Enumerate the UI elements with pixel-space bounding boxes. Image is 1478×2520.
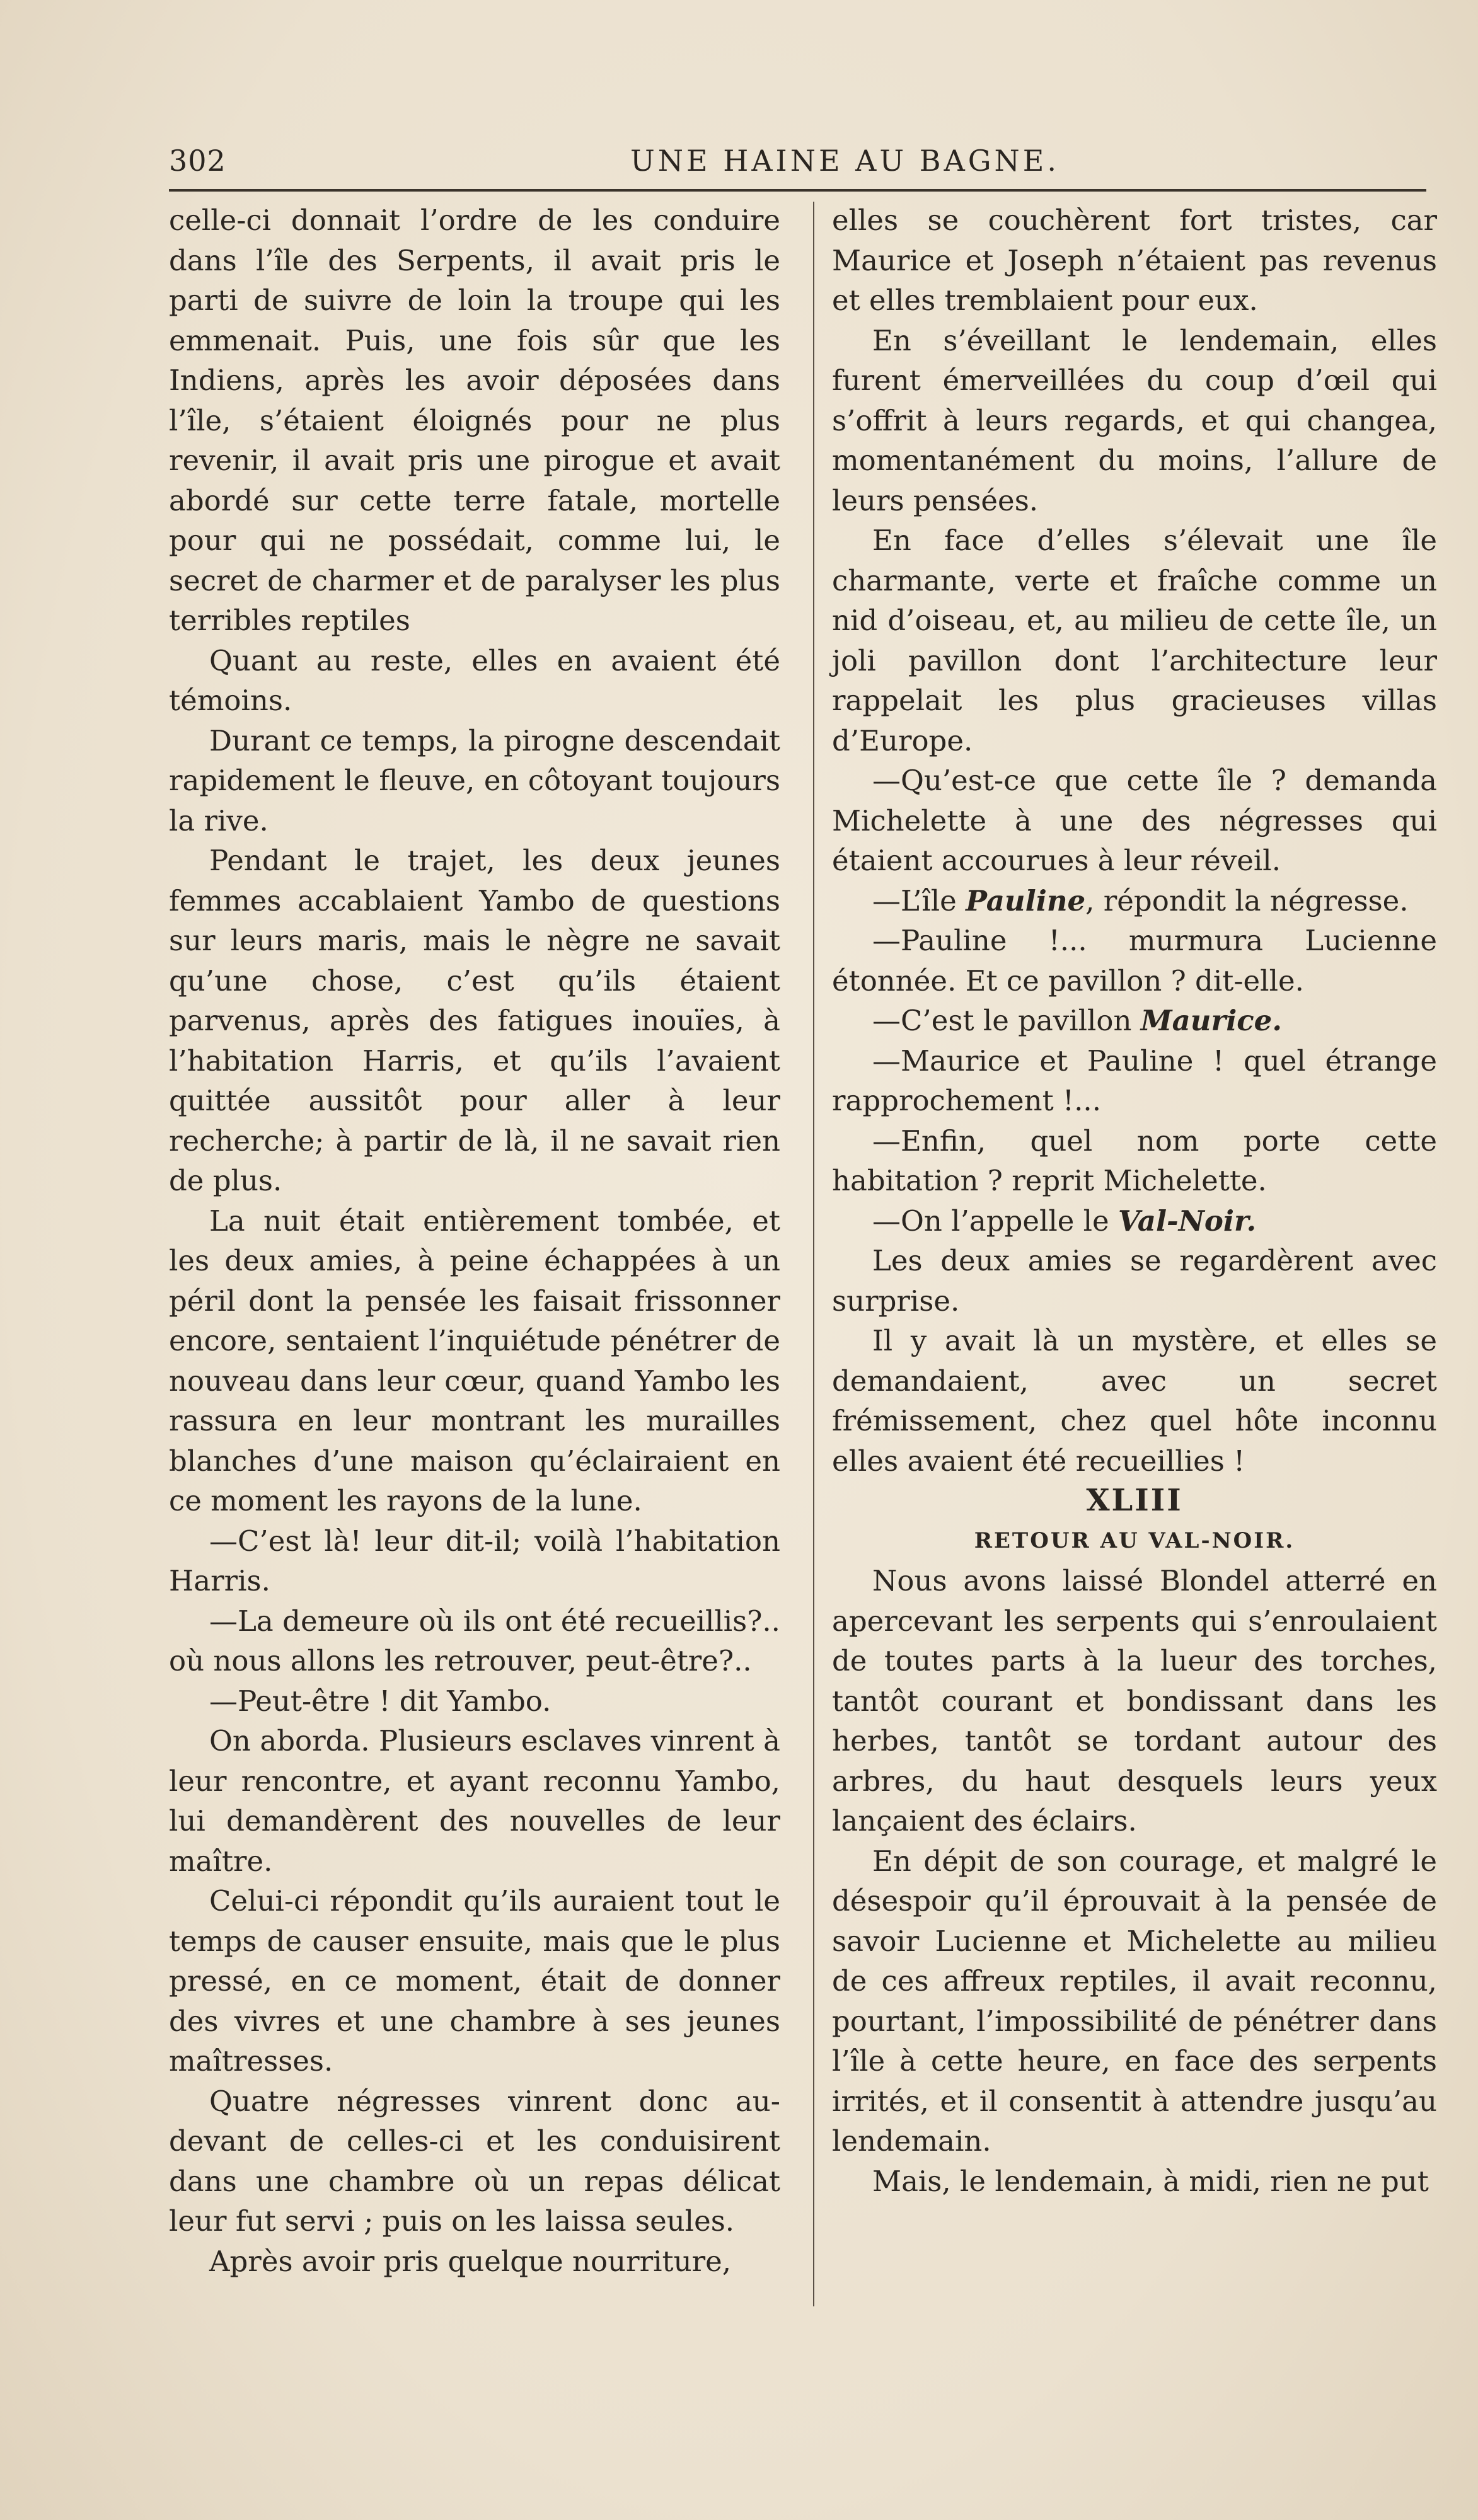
- chapter-number: XLIII: [1086, 1483, 1183, 1518]
- dialogue-line: —Maurice et Pauline ! quel étrange rapprochement !...: [832, 1044, 1437, 1117]
- paragraph: Durant ce temps, la pirogne descendait rapidement le fleuve, en côtoyant toujours la rive.: [169, 723, 780, 837]
- dialogue-line: [832, 1201, 1437, 1241]
- dialogue-line: —Pauline !... murmura Lucienne étonnée. Et ce pavillon ? dit-elle.: [832, 924, 1437, 998]
- dialogue-line: [832, 1001, 1437, 1041]
- dialogue-line: —Enfin, quel nom porte cette habitation ? reprit Michelette.: [832, 1124, 1437, 1197]
- paragraph: Quant au reste, elles en avaient été témoins.: [169, 643, 780, 717]
- paragraph: elles se couchèrent fort tristes, car Maurice et Joseph n’étaient pas revenus et elles tremblaient pour eux.: [832, 204, 1437, 317]
- running-title: UNE HAINE AU BAGNE.: [630, 144, 1060, 178]
- italic-name: Pauline: [966, 883, 1086, 918]
- dialogue-line: —Qu’est-ce que cette île ? demanda Michelette à une des négresses qui étaient accourues à leur réveil.: [832, 764, 1437, 877]
- paragraph: En dépit de son courage, et malgré le désespoir qu’il éprouvait à la pensée de savoir Lucienne et Michelette au milieu de ces affreux reptiles, il avait reconnu, pourtant, l’impossibilité de pénétrer dans l’île à cette heure, en face des serpents irrités, et il consentit à attendre jusqu’au lendemain.: [832, 1844, 1437, 2158]
- header-rule: [169, 189, 1426, 192]
- paragraph: En s’éveillant le lendemain, elles furent émerveillées du coup d’œil qui s’offrit à leurs regards, et qui changea, momentanément du moins, l’allure de leurs pensées.: [832, 323, 1437, 517]
- italic-name: Maurice.: [1140, 1004, 1282, 1037]
- dialogue-text: —On l’appelle le: [872, 1204, 1118, 1238]
- paragraph: En face d’elles s’élevait une île charmante, verte et fraîche comme un nid d’oiseau, et, au milieu de cette île, un joli pavillon dont l’architecture leur rappelait les plus gracieuses villas d’Europe.: [832, 524, 1437, 757]
- paragraph: —La demeure où ils ont été recueillis?.. où nous allons les retrouver, peut-être?..: [169, 1604, 780, 1677]
- dialogue-text: —L’île: [872, 883, 966, 918]
- dialogue-line: [832, 881, 1437, 921]
- paragraph: La nuit était entièrement tombée, et les deux amies, à peine échappées à un péril dont la pensée les faisait frissonner encore, sentaient l’inquiétude pénétrer de nouveau dans leur cœur, quand Yambo les rassura en leur montrant les murailles blanches d’une maison qu’éclairaient en ce moment les rayons de la lune.: [169, 1204, 780, 1517]
- paragraph: Celui-ci répondit qu’ils auraient tout le temps de causer ensuite, mais que le plus pressé, en ce moment, était de donner des vivres et une chambre à ses jeunes maîtresses.: [169, 1884, 780, 2078]
- right-column: [832, 200, 1437, 2305]
- paragraph: Mais, le lendemain, à midi, rien ne put: [872, 2164, 1429, 2198]
- paragraph: Les deux amies se regardèrent avec surprise.: [832, 1244, 1437, 1318]
- column-divider: [813, 202, 814, 2306]
- paragraph: Il y avait là un mystère, et elles se demandaient, avec un secret frémissement, chez quel hôte inconnu elles avaient été recueillies !: [832, 1324, 1437, 1478]
- paragraph: On aborda. Plusieurs esclaves vinrent à leur rencontre, et ayant reconnu Yambo, lui demandèrent des nouvelles de leur maître.: [169, 1724, 780, 1878]
- paragraph: Nous avons laissé Blondel atterré en apercevant les serpents qui s’enroulaient de toutes parts à la lueur des torches, tantôt courant et bondissant dans les herbes, tantôt se tordant autour des arbres, du haut desquels leurs yeux lançaient des éclairs.: [832, 1564, 1437, 1838]
- dialogue-text: , répondit la négresse.: [1085, 883, 1409, 918]
- paragraph: Pendant le trajet, les deux jeunes femmes accablaient Yambo de questions sur leurs maris, mais le nègre ne savait qu’une chose, c’est qu’ils étaient parvenus, après des fatigues inouïes, à l’habitation Harris, et qu’ils l’avaient quittée aussitôt pour aller à leur recherche; à partir de là, il ne savait rien de plus.: [169, 844, 780, 1197]
- paragraph: —C’est là! leur dit-il; voilà l’habitation Harris.: [169, 1524, 780, 1597]
- paragraph: Quatre négresses vinrent donc au-devant de celles-ci et les conduisirent dans une chambre où un repas délicat leur fut servi ; puis on les laissa seules.: [169, 2084, 780, 2238]
- chapter-title: RETOUR AU VAL-NOIR.: [974, 1528, 1295, 1553]
- paragraph: Après avoir pris quelque nourriture,: [209, 2244, 732, 2278]
- paragraph: —Peut-être ! dit Yambo.: [209, 1684, 551, 1718]
- page-number: 302: [169, 144, 226, 178]
- italic-name: Val-Noir.: [1118, 1204, 1257, 1238]
- left-column: [169, 200, 780, 2305]
- paragraph: celle-ci donnait l’ordre de les conduire dans l’île des Serpents, il avait pris le parti de suivre de loin la troupe qui les emmenait. Puis, une fois sûr que les Indiens, après les avoir déposées dans l’île, s’étaient éloignés pour ne plus revenir, il avait pris une pirogue et avait abordé sur cette terre fatale, mortelle pour qui ne possédait, comme lui, le secret de charmer et de paralyser les plus terribles reptiles: [169, 204, 780, 637]
- page-header: [169, 144, 1426, 188]
- dialogue-text: —C’est le pavillon: [872, 1004, 1141, 1037]
